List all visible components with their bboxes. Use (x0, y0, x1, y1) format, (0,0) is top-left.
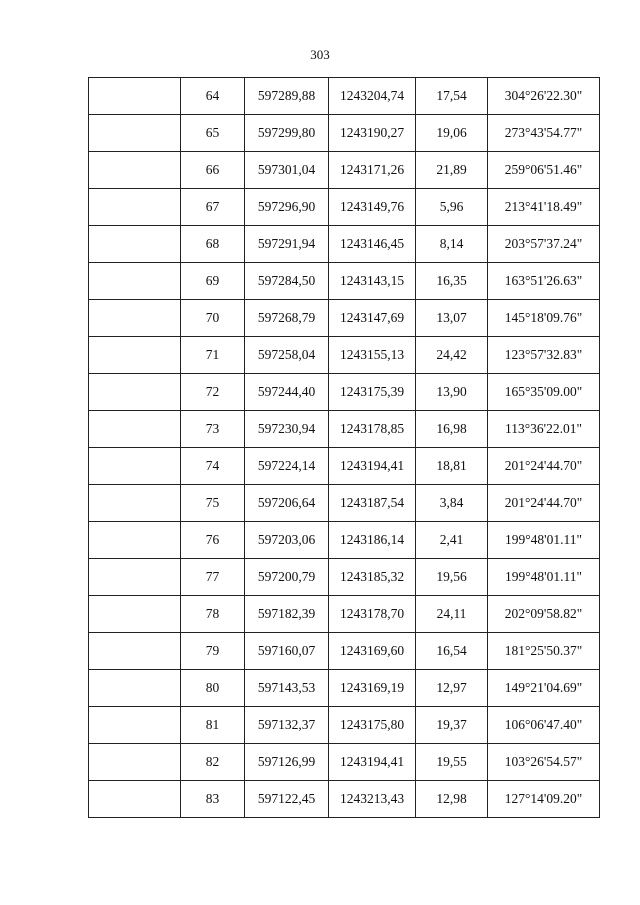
x-coordinate-cell: 597160,07 (245, 633, 329, 670)
x-coordinate-cell: 597224,14 (245, 448, 329, 485)
direction-angle-cell: 165°35'09.00" (488, 374, 600, 411)
empty-cell (89, 485, 181, 522)
table-row (89, 744, 600, 781)
y-coordinate-cell: 1243186,14 (329, 522, 416, 559)
table-row (89, 781, 600, 818)
segment-length-cell: 19,56 (416, 559, 488, 596)
table-row (89, 448, 600, 485)
direction-angle-cell: 149°21'04.69" (488, 670, 600, 707)
direction-angle-cell: 199°48'01.11" (488, 522, 600, 559)
point-number-cell: 64 (181, 78, 245, 115)
direction-angle-cell: 203°57'37.24" (488, 226, 600, 263)
point-number-cell: 83 (181, 781, 245, 818)
empty-cell (89, 596, 181, 633)
point-number-cell: 82 (181, 744, 245, 781)
y-coordinate-cell: 1243147,69 (329, 300, 416, 337)
table-row (89, 670, 600, 707)
y-coordinate-cell: 1243149,76 (329, 189, 416, 226)
empty-cell (89, 226, 181, 263)
y-coordinate-cell: 1243187,54 (329, 485, 416, 522)
empty-cell (89, 707, 181, 744)
segment-length-cell: 16,35 (416, 263, 488, 300)
x-coordinate-cell: 597206,64 (245, 485, 329, 522)
segment-length-cell: 16,54 (416, 633, 488, 670)
y-coordinate-cell: 1243175,80 (329, 707, 416, 744)
y-coordinate-cell: 1243185,32 (329, 559, 416, 596)
empty-cell (89, 263, 181, 300)
point-number-cell: 67 (181, 189, 245, 226)
empty-cell (89, 337, 181, 374)
x-coordinate-cell: 597203,06 (245, 522, 329, 559)
direction-angle-cell: 199°48'01.11" (488, 559, 600, 596)
x-coordinate-cell: 597284,50 (245, 263, 329, 300)
x-coordinate-cell: 597244,40 (245, 374, 329, 411)
direction-angle-cell: 106°06'47.40" (488, 707, 600, 744)
table-row (89, 596, 600, 633)
table-row (89, 707, 600, 744)
point-number-cell: 77 (181, 559, 245, 596)
coordinates-table (88, 77, 600, 818)
segment-length-cell: 24,11 (416, 596, 488, 633)
direction-angle-cell: 145°18'09.76" (488, 300, 600, 337)
y-coordinate-cell: 1243178,85 (329, 411, 416, 448)
table-row (89, 115, 600, 152)
segment-length-cell: 5,96 (416, 189, 488, 226)
y-coordinate-cell: 1243169,60 (329, 633, 416, 670)
point-number-cell: 68 (181, 226, 245, 263)
y-coordinate-cell: 1243169,19 (329, 670, 416, 707)
x-coordinate-cell: 597143,53 (245, 670, 329, 707)
segment-length-cell: 19,06 (416, 115, 488, 152)
direction-angle-cell: 201°24'44.70" (488, 485, 600, 522)
segment-length-cell: 13,07 (416, 300, 488, 337)
y-coordinate-cell: 1243143,15 (329, 263, 416, 300)
x-coordinate-cell: 597289,88 (245, 78, 329, 115)
segment-length-cell: 3,84 (416, 485, 488, 522)
y-coordinate-cell: 1243146,45 (329, 226, 416, 263)
direction-angle-cell: 273°43'54.77" (488, 115, 600, 152)
direction-angle-cell: 304°26'22.30" (488, 78, 600, 115)
point-number-cell: 78 (181, 596, 245, 633)
segment-length-cell: 19,55 (416, 744, 488, 781)
x-coordinate-cell: 597291,94 (245, 226, 329, 263)
empty-cell (89, 411, 181, 448)
point-number-cell: 81 (181, 707, 245, 744)
segment-length-cell: 24,42 (416, 337, 488, 374)
point-number-cell: 75 (181, 485, 245, 522)
segment-length-cell: 21,89 (416, 152, 488, 189)
y-coordinate-cell: 1243175,39 (329, 374, 416, 411)
direction-angle-cell: 201°24'44.70" (488, 448, 600, 485)
x-coordinate-cell: 597258,04 (245, 337, 329, 374)
table-row (89, 152, 600, 189)
segment-length-cell: 18,81 (416, 448, 488, 485)
empty-cell (89, 522, 181, 559)
empty-cell (89, 781, 181, 818)
table-row (89, 411, 600, 448)
empty-cell (89, 152, 181, 189)
direction-angle-cell: 202°09'58.82" (488, 596, 600, 633)
y-coordinate-cell: 1243194,41 (329, 448, 416, 485)
table-row (89, 522, 600, 559)
empty-cell (89, 744, 181, 781)
direction-angle-cell: 123°57'32.83" (488, 337, 600, 374)
segment-length-cell: 13,90 (416, 374, 488, 411)
y-coordinate-cell: 1243155,13 (329, 337, 416, 374)
y-coordinate-cell: 1243194,41 (329, 744, 416, 781)
empty-cell (89, 559, 181, 596)
empty-cell (89, 374, 181, 411)
empty-cell (89, 78, 181, 115)
empty-cell (89, 300, 181, 337)
y-coordinate-cell: 1243204,74 (329, 78, 416, 115)
table-row (89, 78, 600, 115)
page-number: 303 (310, 47, 330, 62)
direction-angle-cell: 163°51'26.63" (488, 263, 600, 300)
point-number-cell: 72 (181, 374, 245, 411)
x-coordinate-cell: 597296,90 (245, 189, 329, 226)
coordinates-table-body (89, 78, 600, 818)
direction-angle-cell: 127°14'09.20" (488, 781, 600, 818)
point-number-cell: 80 (181, 670, 245, 707)
segment-length-cell: 17,54 (416, 78, 488, 115)
x-coordinate-cell: 597299,80 (245, 115, 329, 152)
point-number-cell: 76 (181, 522, 245, 559)
direction-angle-cell: 181°25'50.37" (488, 633, 600, 670)
segment-length-cell: 8,14 (416, 226, 488, 263)
table-row (89, 226, 600, 263)
empty-cell (89, 115, 181, 152)
empty-cell (89, 633, 181, 670)
table-row (89, 337, 600, 374)
x-coordinate-cell: 597301,04 (245, 152, 329, 189)
table-row (89, 300, 600, 337)
empty-cell (89, 448, 181, 485)
table-row (89, 374, 600, 411)
x-coordinate-cell: 597126,99 (245, 744, 329, 781)
point-number-cell: 73 (181, 411, 245, 448)
y-coordinate-cell: 1243178,70 (329, 596, 416, 633)
table-row (89, 189, 600, 226)
y-coordinate-cell: 1243171,26 (329, 152, 416, 189)
segment-length-cell: 16,98 (416, 411, 488, 448)
point-number-cell: 71 (181, 337, 245, 374)
x-coordinate-cell: 597268,79 (245, 300, 329, 337)
point-number-cell: 70 (181, 300, 245, 337)
table-row (89, 633, 600, 670)
y-coordinate-cell: 1243190,27 (329, 115, 416, 152)
segment-length-cell: 19,37 (416, 707, 488, 744)
x-coordinate-cell: 597182,39 (245, 596, 329, 633)
segment-length-cell: 2,41 (416, 522, 488, 559)
x-coordinate-cell: 597132,37 (245, 707, 329, 744)
point-number-cell: 66 (181, 152, 245, 189)
direction-angle-cell: 213°41'18.49" (488, 189, 600, 226)
x-coordinate-cell: 597230,94 (245, 411, 329, 448)
y-coordinate-cell: 1243213,43 (329, 781, 416, 818)
direction-angle-cell: 259°06'51.46" (488, 152, 600, 189)
point-number-cell: 74 (181, 448, 245, 485)
segment-length-cell: 12,97 (416, 670, 488, 707)
segment-length-cell: 12,98 (416, 781, 488, 818)
direction-angle-cell: 103°26'54.57" (488, 744, 600, 781)
point-number-cell: 79 (181, 633, 245, 670)
table-row (89, 559, 600, 596)
point-number-cell: 69 (181, 263, 245, 300)
table-row (89, 485, 600, 522)
point-number-cell: 65 (181, 115, 245, 152)
table-row (89, 263, 600, 300)
x-coordinate-cell: 597122,45 (245, 781, 329, 818)
x-coordinate-cell: 597200,79 (245, 559, 329, 596)
direction-angle-cell: 113°36'22.01" (488, 411, 600, 448)
empty-cell (89, 670, 181, 707)
empty-cell (89, 189, 181, 226)
